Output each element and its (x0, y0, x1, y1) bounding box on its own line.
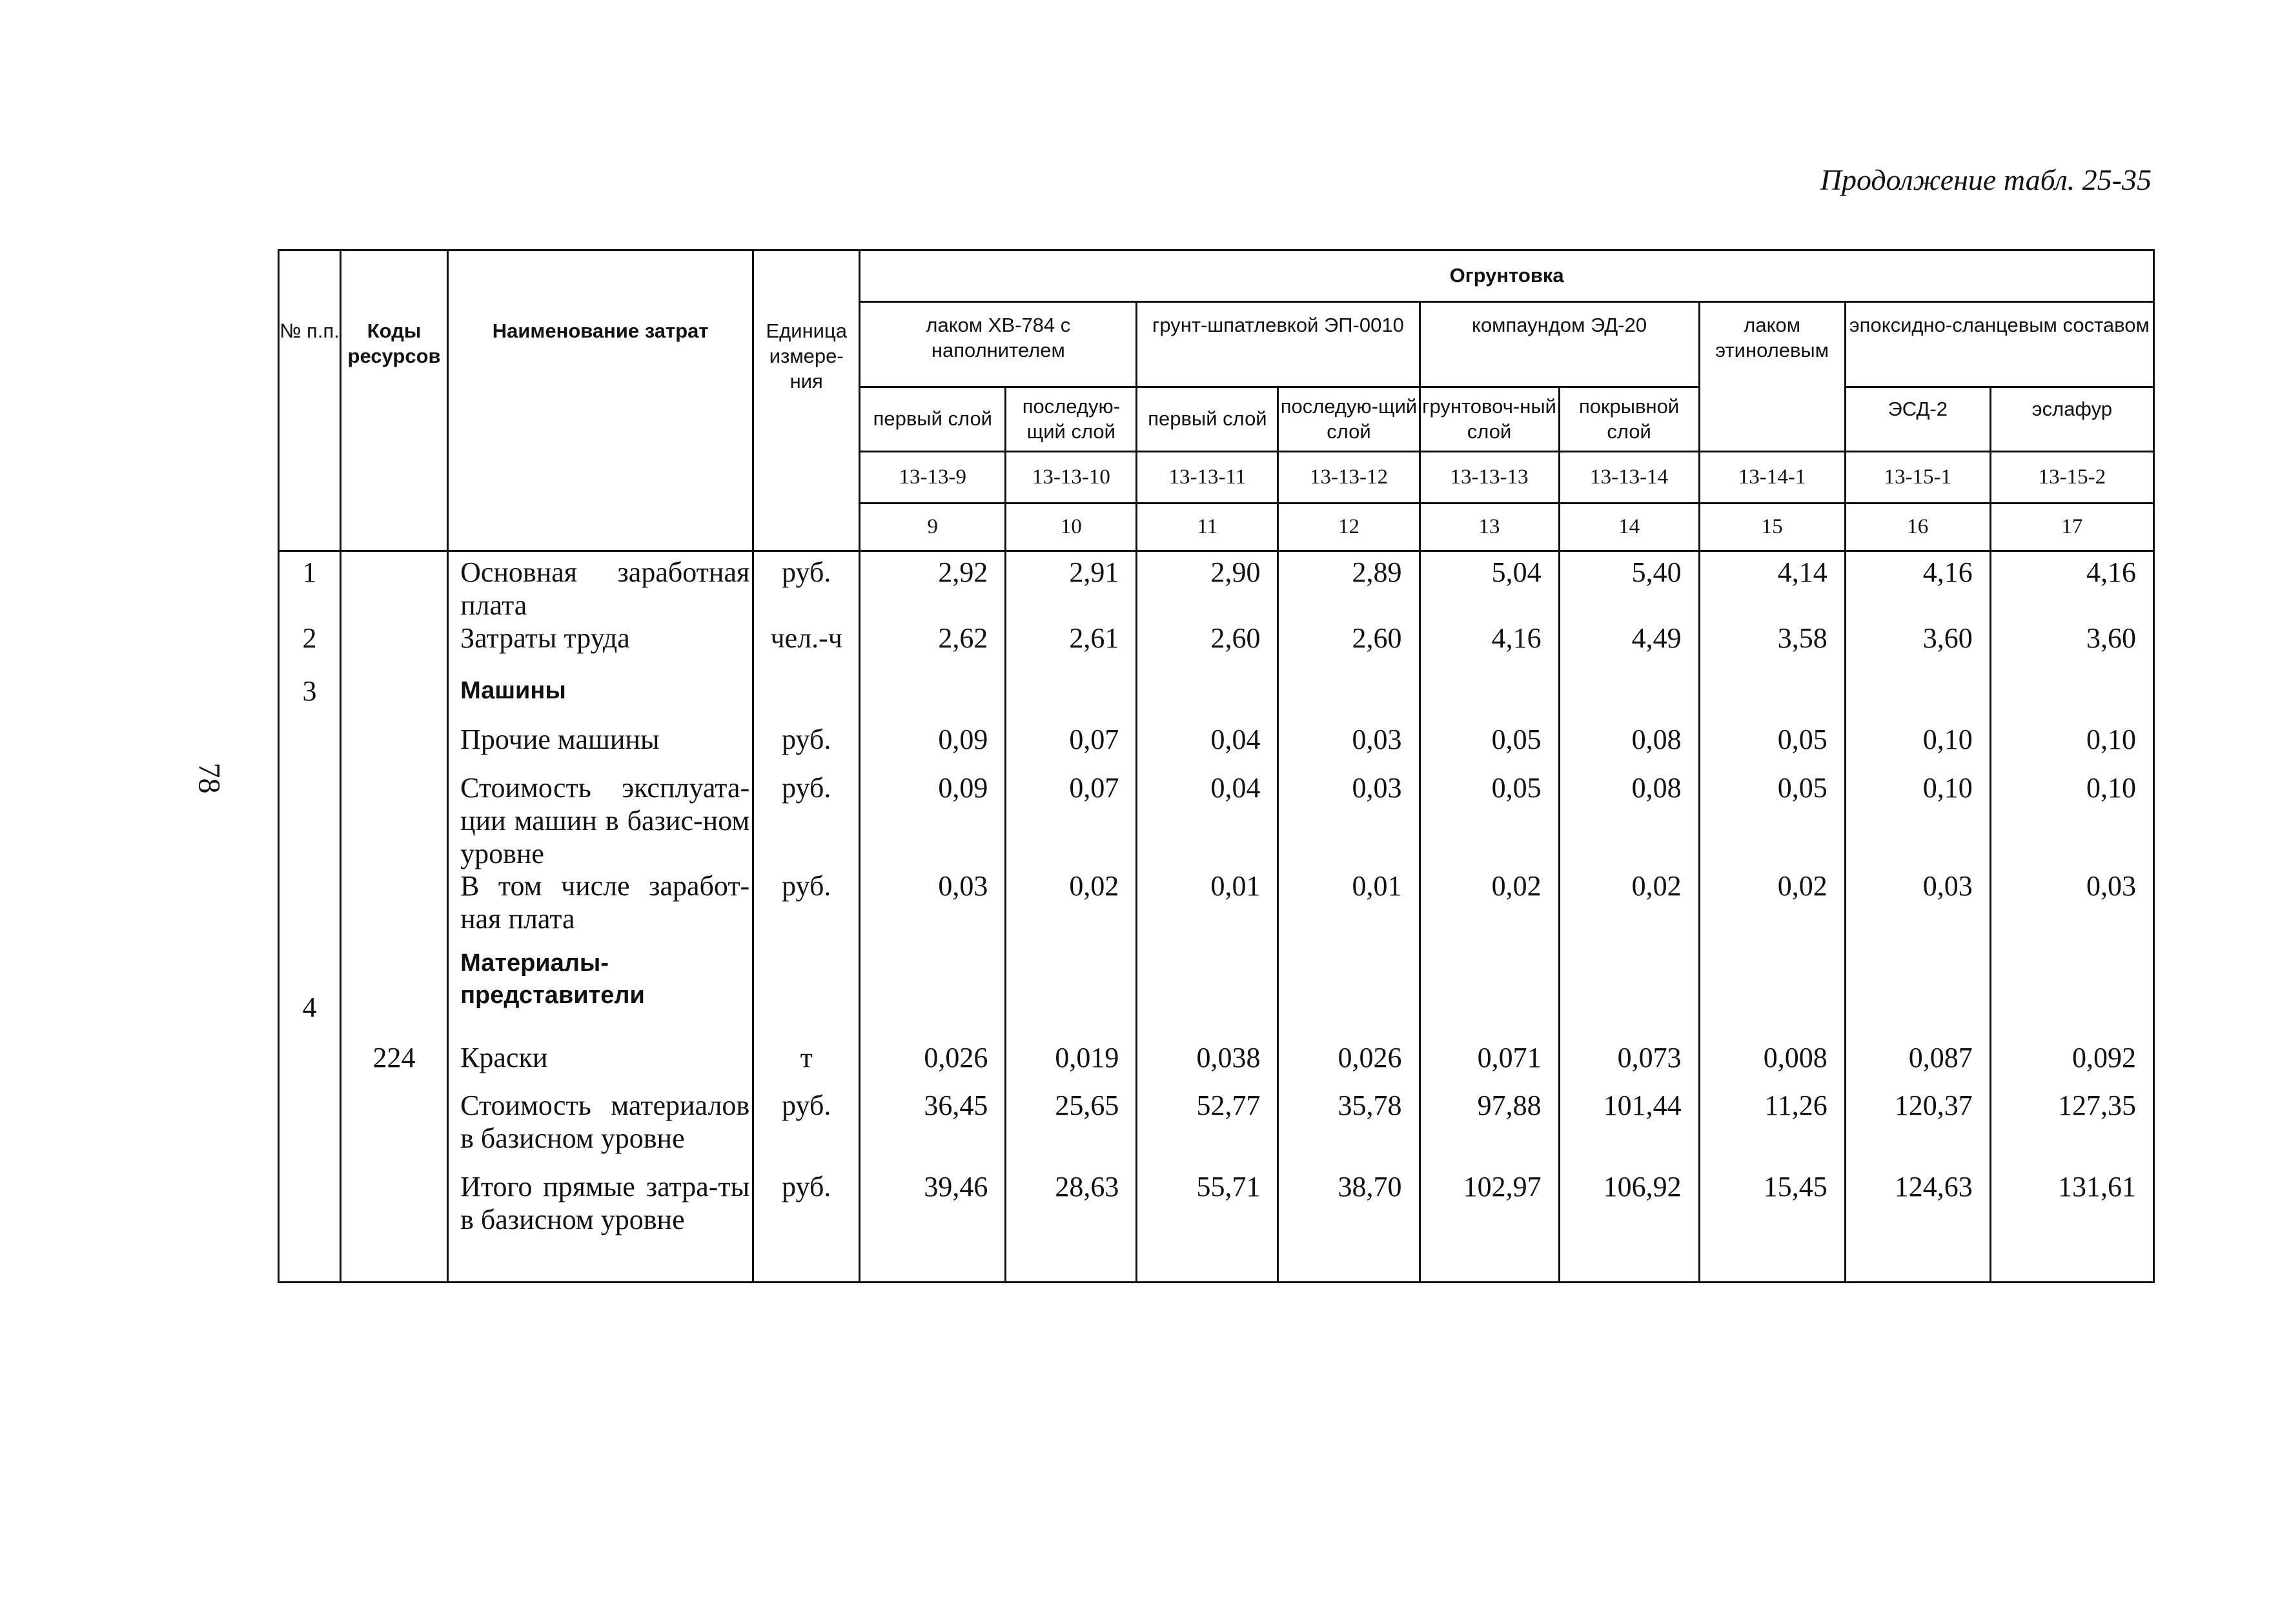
value-cell: 4,49 (1631, 622, 1682, 654)
unit-cell: руб. (782, 1090, 831, 1121)
value-cell: 0,02 (1069, 870, 1119, 902)
colnum-cell: 11 (1137, 503, 1278, 551)
header-group: Огрунтовка (860, 250, 2154, 302)
value-cell: 0,073 (1617, 1042, 1682, 1073)
cost-name: Итого прямые затра-ты в базисном уровне (460, 1171, 750, 1235)
cost-name: Прочие машины (460, 724, 660, 755)
header-layer-6: покрывной слой (1559, 387, 1699, 452)
value-cell: 25,65 (1055, 1090, 1119, 1121)
colnum-cell: 15 (1699, 503, 1845, 551)
header-sub-2: грунт-шпатлевкой ЭП-0010 (1137, 302, 1420, 387)
code-cell: 13-13-12 (1278, 452, 1420, 503)
value-cell: 106,92 (1603, 1171, 1682, 1203)
colnum-cell: 16 (1845, 503, 1990, 551)
value-cell: 0,10 (2086, 724, 2136, 755)
header-sub-1: лаком ХВ-784 с наполнителем (860, 302, 1137, 387)
code-cell: 13-14-1 (1699, 452, 1845, 503)
unit-cell: руб. (782, 870, 831, 902)
header-sub-5: эпоксидно-сланцевым составом (1845, 302, 2153, 387)
value-cell: 127,35 (2058, 1090, 2136, 1121)
value-cell: 5,40 (1631, 556, 1682, 588)
value-cell: 2,91 (1069, 556, 1119, 588)
unit-cell: т (800, 1042, 813, 1073)
value-cell: 0,08 (1631, 772, 1682, 804)
value-cell: 0,07 (1069, 772, 1119, 804)
code-cell: 13-13-11 (1137, 452, 1278, 503)
value-cell: 0,05 (1491, 772, 1542, 804)
cost-name: Стоимость эксплуата-ции машин в базис-ном уровне (460, 772, 750, 869)
value-cell: 3,60 (2086, 622, 2136, 654)
value-cell: 102,97 (1463, 1171, 1542, 1203)
body-col-unit (753, 551, 860, 1283)
value-cell: 39,46 (924, 1171, 988, 1203)
colnum-cell: 9 (860, 503, 1006, 551)
value-cell: 0,019 (1055, 1042, 1119, 1073)
body-col-v5 (1420, 551, 1559, 1283)
value-cell: 2,92 (938, 556, 988, 588)
body-col-code (341, 551, 448, 1283)
header-unit: Единица измере-ния (753, 250, 860, 551)
row-number: 2 (302, 622, 317, 654)
value-cell: 3,58 (1777, 622, 1827, 654)
unit-cell: чел.-ч (770, 622, 842, 654)
colnum-cell: 14 (1559, 503, 1699, 551)
value-cell: 55,71 (1196, 1171, 1261, 1203)
unit-cell: руб. (782, 724, 831, 755)
code-cell: 13-15-1 (1845, 452, 1990, 503)
value-cell: 0,05 (1777, 772, 1827, 804)
unit-cell: руб. (782, 772, 831, 804)
header-num: № п.п. (279, 250, 341, 551)
header-layer-7: ЭСД-2 (1845, 387, 1990, 452)
value-cell: 4,14 (1777, 556, 1827, 588)
value-cell: 0,09 (938, 772, 988, 804)
value-cell: 2,60 (1352, 622, 1402, 654)
value-cell: 28,63 (1055, 1171, 1119, 1203)
body-col-name (448, 551, 753, 1283)
value-cell: 0,03 (1352, 724, 1402, 755)
body-col-v9 (1990, 551, 2153, 1283)
code-cell: 13-13-14 (1559, 452, 1699, 503)
value-cell: 0,026 (1338, 1042, 1402, 1073)
value-cell: 52,77 (1196, 1090, 1261, 1121)
header-layer-2: последую-щий слой (1006, 387, 1137, 452)
value-cell: 2,60 (1210, 622, 1261, 654)
value-cell: 38,70 (1338, 1171, 1402, 1203)
value-cell: 0,10 (2086, 772, 2136, 804)
value-cell: 0,08 (1631, 724, 1682, 755)
value-cell: 0,038 (1196, 1042, 1261, 1073)
body-col-v3 (1137, 551, 1278, 1283)
value-cell: 0,03 (938, 870, 988, 902)
value-cell: 0,07 (1069, 724, 1119, 755)
row-number: 1 (302, 556, 317, 588)
value-cell: 124,63 (1894, 1171, 1973, 1203)
body-col-v7 (1699, 551, 1845, 1283)
colnum-cell: 13 (1420, 503, 1559, 551)
value-cell: 0,02 (1491, 870, 1542, 902)
value-cell: 0,04 (1210, 724, 1261, 755)
value-cell: 0,02 (1777, 870, 1827, 902)
header-layer-4: последую-щий слой (1278, 387, 1420, 452)
body-col-v2 (1006, 551, 1137, 1283)
cost-name: Основная заработная плата (460, 556, 750, 621)
value-cell: 0,087 (1908, 1042, 1973, 1073)
header-layer-3: первый слой (1137, 387, 1278, 452)
cost-name: Затраты труда (460, 622, 630, 654)
body-col-v1 (860, 551, 1006, 1283)
table-caption: Продолжение табл. 25-35 (1820, 163, 2152, 196)
value-cell: 36,45 (924, 1090, 988, 1121)
value-cell: 0,008 (1763, 1042, 1827, 1073)
value-cell: 11,26 (1764, 1090, 1827, 1121)
value-cell: 97,88 (1477, 1090, 1542, 1121)
header-name: Наименование затрат (448, 250, 753, 551)
value-cell: 0,071 (1477, 1042, 1542, 1073)
value-cell: 4,16 (1491, 622, 1542, 654)
header-sub-3: компаундом ЭД-20 (1420, 302, 1699, 387)
value-cell: 5,04 (1491, 556, 1542, 588)
code-cell: 13-15-2 (1990, 452, 2153, 503)
cost-name: Стоимость материалов в базисном уровне (460, 1090, 750, 1154)
body-col-num (279, 551, 341, 1283)
code-cell: 13-13-13 (1420, 452, 1559, 503)
header-layer-5: грунтовоч-ный слой (1420, 387, 1559, 452)
page-number: 78 (192, 762, 227, 794)
value-cell: 101,44 (1603, 1090, 1682, 1121)
value-cell: 0,04 (1210, 772, 1261, 804)
code-cell: 13-13-10 (1006, 452, 1137, 503)
header-layer-1: первый слой (860, 387, 1006, 452)
value-cell: 0,03 (1352, 772, 1402, 804)
body-col-v4 (1278, 551, 1420, 1283)
cost-name: Краски (460, 1042, 548, 1073)
unit-cell: руб. (782, 1171, 831, 1203)
value-cell: 4,16 (2086, 556, 2136, 588)
colnum-cell: 17 (1990, 503, 2153, 551)
value-cell: 4,16 (1922, 556, 1973, 588)
value-cell: 0,05 (1491, 724, 1542, 755)
body-col-v6 (1559, 551, 1699, 1283)
cost-name: Материалы-представители (460, 949, 645, 1009)
header-sub-4: лаком этинолевым (1699, 302, 1845, 452)
value-cell: 0,09 (938, 724, 988, 755)
value-cell: 0,01 (1210, 870, 1261, 902)
value-cell: 0,026 (924, 1042, 988, 1073)
value-cell: 0,092 (2072, 1042, 2136, 1073)
value-cell: 0,01 (1352, 870, 1402, 902)
colnum-cell: 10 (1006, 503, 1137, 551)
value-cell: 0,10 (1922, 724, 1973, 755)
header-codes: Коды ресурсов (341, 250, 448, 551)
row-number: 4 (302, 991, 317, 1023)
value-cell: 3,60 (1922, 622, 1973, 654)
value-cell: 2,90 (1210, 556, 1261, 588)
value-cell: 120,37 (1894, 1090, 1973, 1121)
resource-code: 224 (372, 1042, 416, 1073)
value-cell: 35,78 (1338, 1090, 1402, 1121)
body-col-v8 (1845, 551, 1990, 1283)
value-cell: 15,45 (1763, 1171, 1827, 1203)
value-cell: 2,61 (1069, 622, 1119, 654)
row-number: 3 (302, 675, 317, 707)
unit-cell: руб. (782, 556, 831, 588)
value-cell: 2,62 (938, 622, 988, 654)
header-layer-8: эслафур (1990, 387, 2153, 452)
cost-table (278, 249, 2155, 1283)
code-cell: 13-13-9 (860, 452, 1006, 503)
cost-name: Машины (460, 677, 566, 704)
value-cell: 131,61 (2058, 1171, 2136, 1203)
colnum-cell: 12 (1278, 503, 1420, 551)
value-cell: 0,03 (1922, 870, 1973, 902)
value-cell: 0,02 (1631, 870, 1682, 902)
value-cell: 0,03 (2086, 870, 2136, 902)
value-cell: 0,10 (1922, 772, 1973, 804)
value-cell: 0,05 (1777, 724, 1827, 755)
cost-name: В том числе заработ-ная плата (460, 870, 750, 935)
value-cell: 2,89 (1352, 556, 1402, 588)
